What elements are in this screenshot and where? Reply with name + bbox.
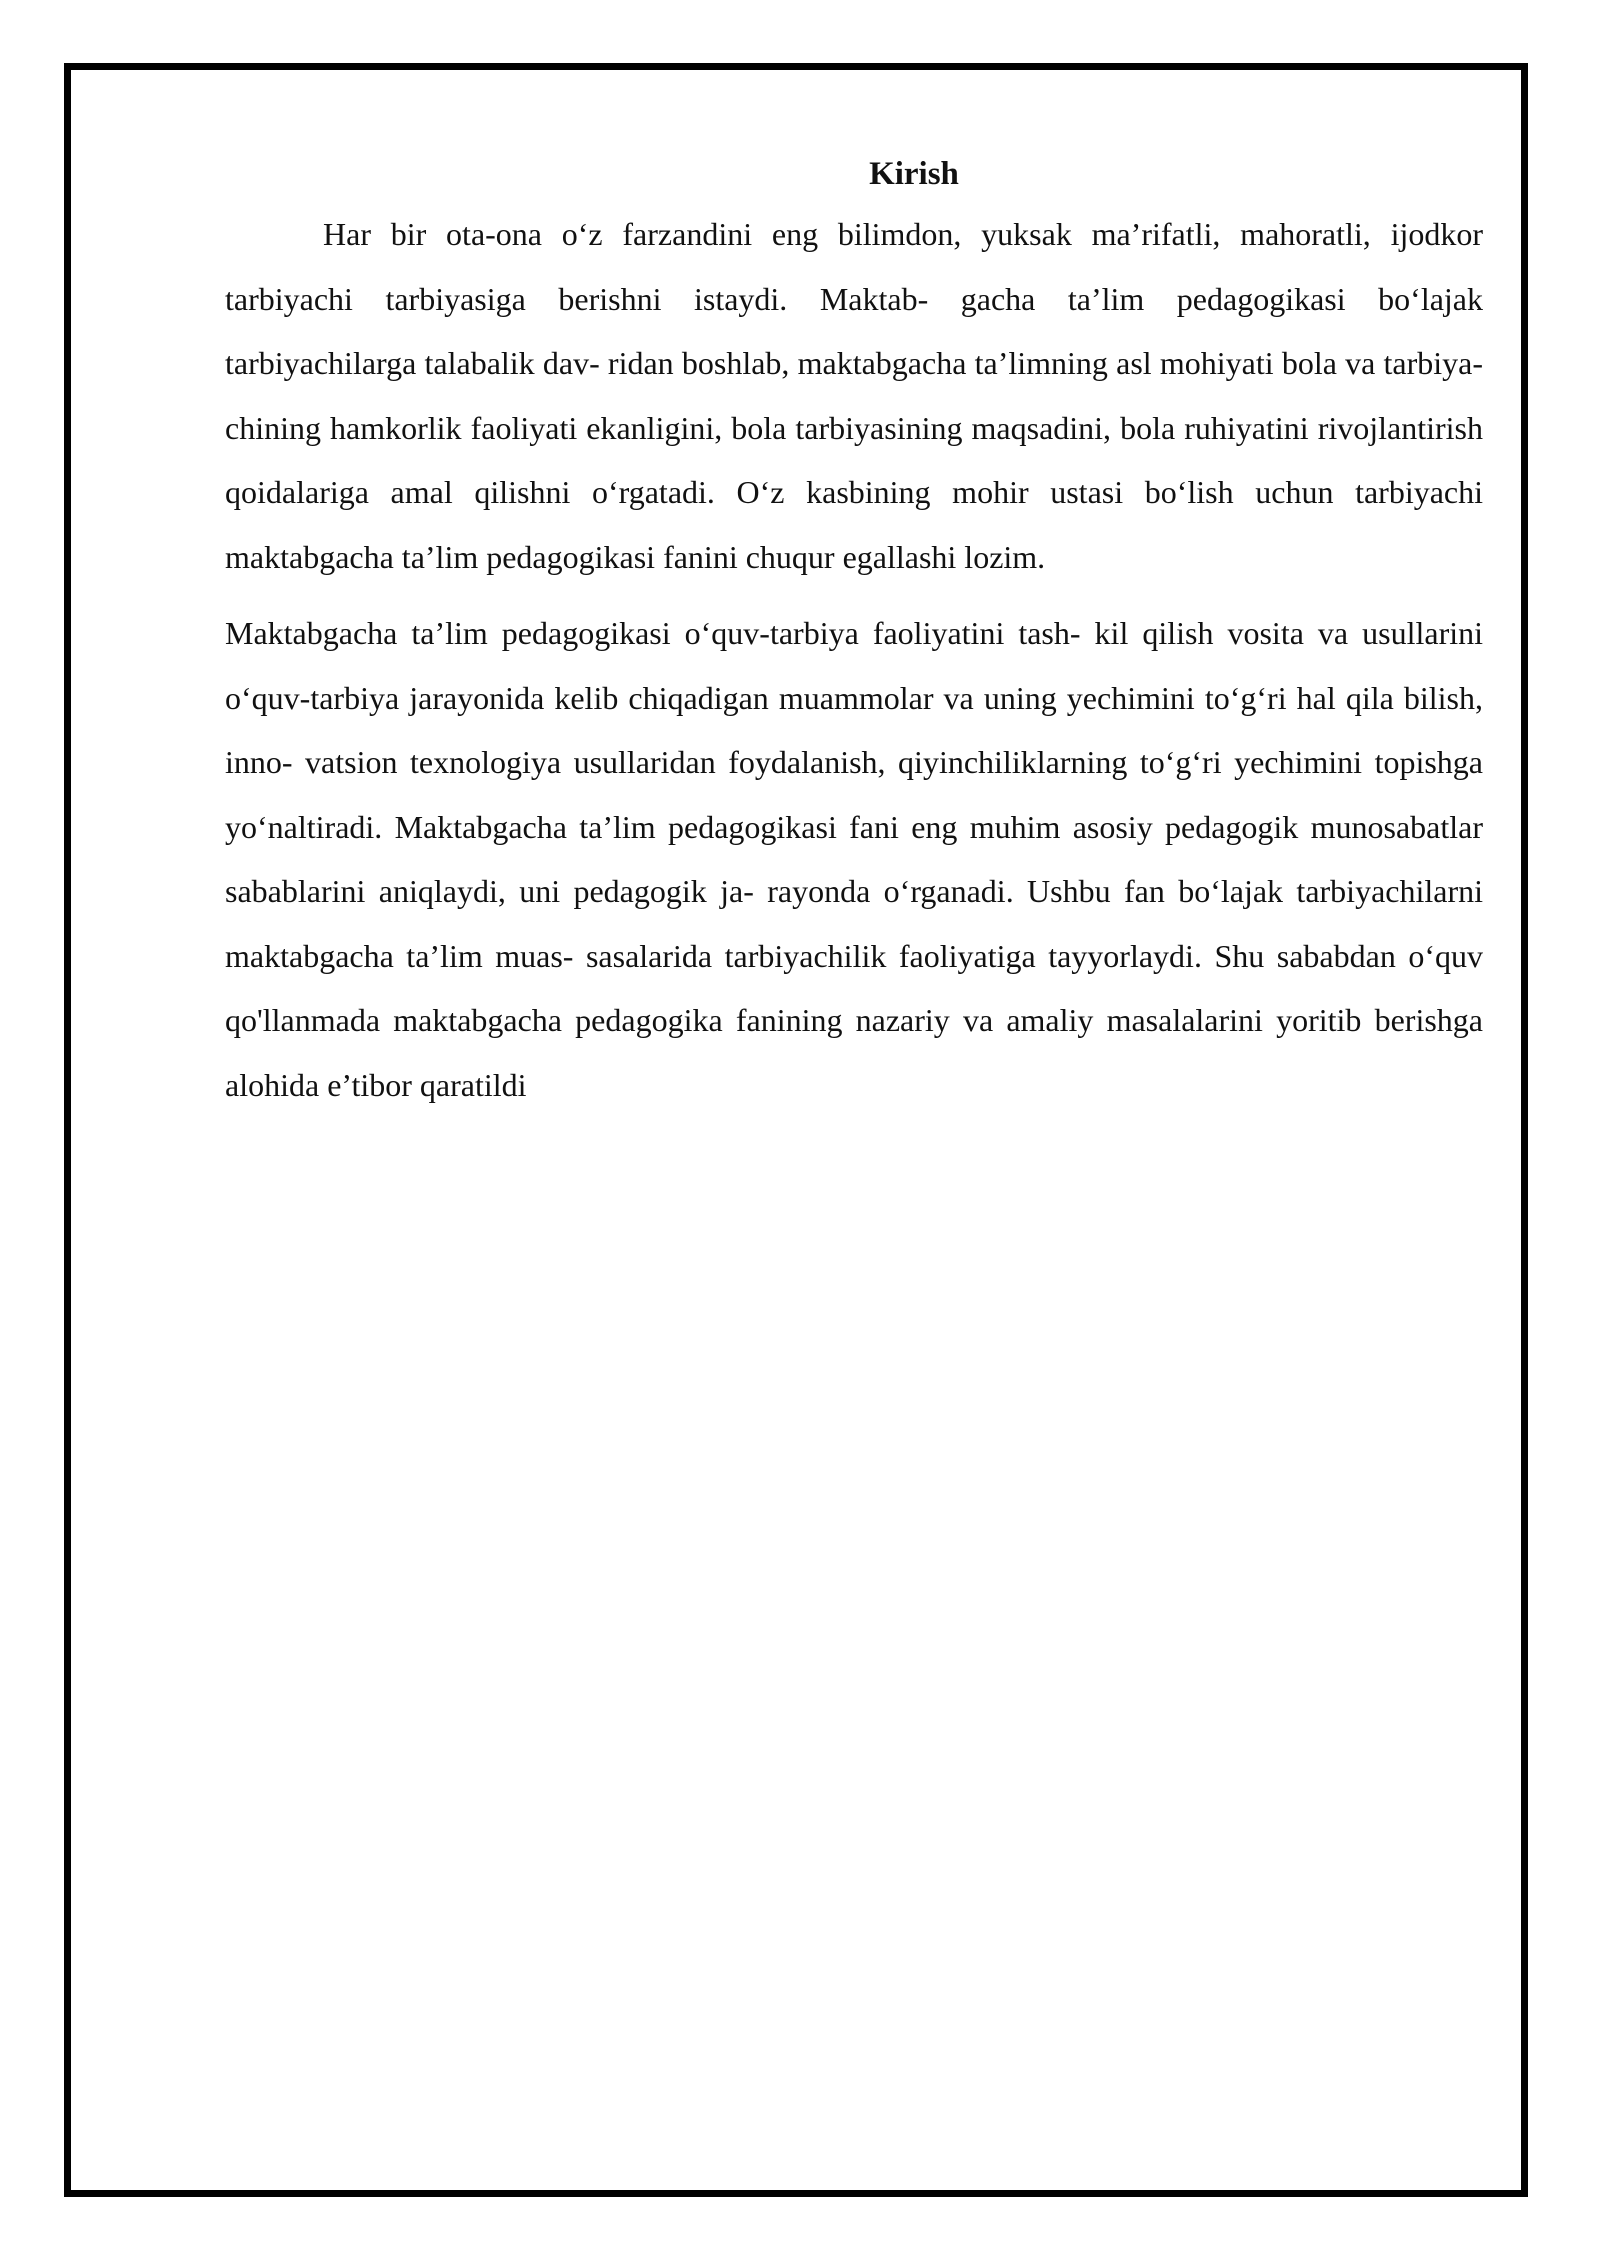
paragraph-intro: Har bir ota-ona o‘z farzandini eng bilimdon, yuksak ma’rifatli, mahoratli, ijodkor tarbiyachi tarbiyasiga berishni istaydi. Maktab- gacha ta’lim pedagogikasi bo‘lajak tarbiyachilarga talabalik dav- ridan boshlab, maktabgacha ta’limning asl mohiyati bola va tarbiya- chining hamkorlik faoliyati ekanligini, bola tarbiyasining maqsadini, bola ruhiyatini rivojlantirish qoidalariga amal qilishni o‘rgatadi. O‘z kasbining mohir ustasi bo‘lish uchun tarbiyachi maktabgacha ta’lim pedagogikasi fanini chuqur egallashi lozim. (225, 216, 1483, 575)
paragraph-main: Maktabgacha ta’lim pedagogikasi o‘quv-tarbiya faoliyatini tash- kil qilish vosita va usullarini o‘quv-tarbiya jarayonida kelib chiqadigan muammolar va uning yechimini to‘g‘ri hal qila bilish, inno- vatsion texnologiya usullaridan foydalanish, qiyinchiliklarning to‘g‘ri yechimini topishga yo‘naltiradi. Maktabgacha ta’lim pedagogikasi fani eng muhim asosiy pedagogik munosabatlar sabablarini aniqlaydi, uni pedagogik ja- rayonda o‘rganadi. Ushbu fan bo‘lajak tarbiyachilarni maktabgacha ta’lim muas- sasalarida tarbiyachilik faoliyatiga tayyorlaydi. Shu sababdan o‘quv qo'llanmada maktabgacha pedagogika fanining nazariy va amaliy masalalarini yoritib berishga alohida e’tibor qaratildi (225, 615, 1483, 1103)
document-title: Kirish (869, 156, 959, 192)
page-content (225, 148, 1483, 1117)
